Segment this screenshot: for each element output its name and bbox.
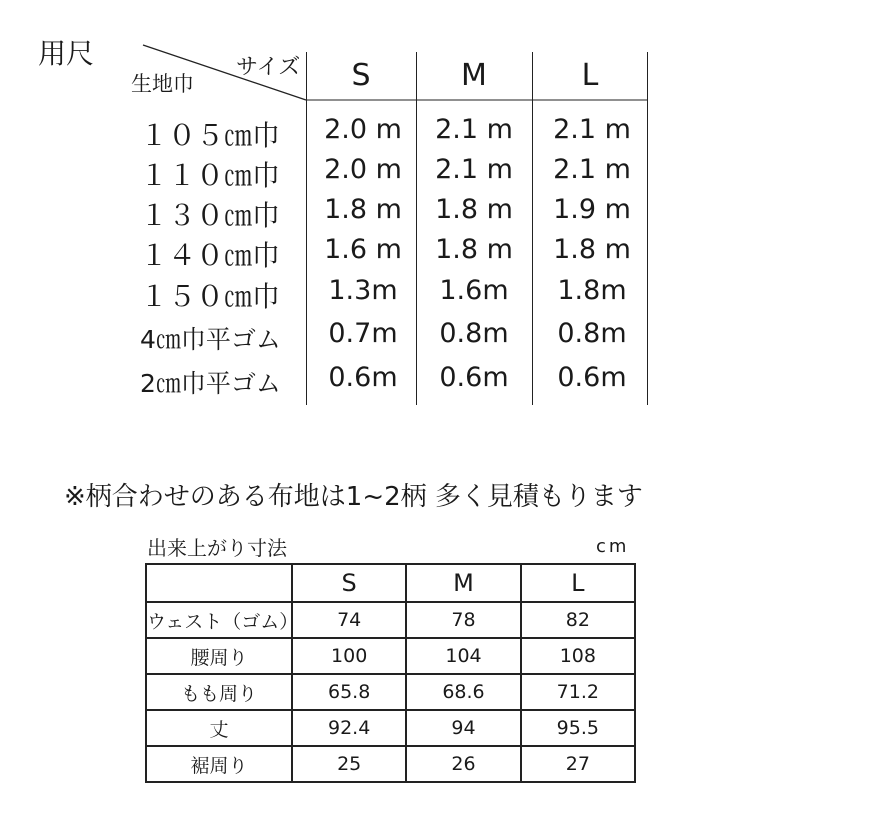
yardage-cell: 1.8 m xyxy=(435,234,513,265)
column-divider xyxy=(306,52,307,405)
column-divider xyxy=(416,52,417,405)
measurement-cell: 27 xyxy=(521,746,635,782)
measurement-cell: 92.4 xyxy=(292,710,406,746)
yardage-cell: 0.7m xyxy=(328,318,398,349)
yardage-cell: 1.8 m xyxy=(553,234,631,265)
finished-measurements-title: 出来上がり寸法 xyxy=(147,536,287,560)
measurement-label: 腰周り xyxy=(146,638,292,674)
yardage-cell: 1.9 m xyxy=(553,194,631,225)
yardage-title: 用尺 xyxy=(38,37,95,70)
yardage-cell: 1.3m xyxy=(328,275,398,306)
yardage-cell: 2.1 m xyxy=(553,114,631,145)
measurement-cell: 82 xyxy=(521,602,635,638)
fabric-width-label: １０５㎝巾 xyxy=(140,119,281,152)
measurement-cell: 94 xyxy=(406,710,520,746)
measurement-cell: 25 xyxy=(292,746,406,782)
unit-label: cm xyxy=(596,536,630,557)
measurement-cell: 68.6 xyxy=(406,674,520,710)
measurement-cell: 78 xyxy=(406,602,520,638)
elastic-width-label: 4㎝巾平ゴム xyxy=(140,325,281,354)
column-divider xyxy=(532,52,533,405)
yardage-cell: 1.8m xyxy=(557,275,627,306)
measurement-label: ウェスト（ゴム） xyxy=(146,602,292,638)
empty-header-cell xyxy=(146,564,292,602)
header-fabric-width-label: 生地巾 xyxy=(131,72,194,96)
measurement-cell: 108 xyxy=(521,638,635,674)
yardage-cell: 1.6 m xyxy=(324,234,402,265)
yardage-cell: 0.6m xyxy=(328,362,398,393)
elastic-width-label: 2㎝巾平ゴム xyxy=(140,369,281,398)
yardage-cell: 2.1 m xyxy=(435,114,513,145)
column-divider xyxy=(647,52,648,405)
size-header-m: M xyxy=(406,564,520,602)
measurement-label: もも周り xyxy=(146,674,292,710)
pattern-matching-note: ※柄合わせのある布地は1~2柄 多く見積もります xyxy=(64,482,643,512)
table-row xyxy=(146,602,635,638)
yardage-cell: 0.8m xyxy=(557,318,627,349)
measurement-cell: 95.5 xyxy=(521,710,635,746)
finished-measurements-table xyxy=(145,563,636,783)
fabric-width-label: １３０㎝巾 xyxy=(140,199,281,232)
measurement-cell: 104 xyxy=(406,638,520,674)
yardage-cell: 0.6m xyxy=(439,362,509,393)
yardage-cell: 2.0 m xyxy=(324,114,402,145)
measurement-cell: 74 xyxy=(292,602,406,638)
yardage-cell: 1.8 m xyxy=(324,194,402,225)
measurement-label: 丈 xyxy=(146,710,292,746)
yardage-cell: 2.1 m xyxy=(435,154,513,185)
size-header-l: L xyxy=(521,564,635,602)
measurement-label: 裾周り xyxy=(146,746,292,782)
yardage-cell: 0.8m xyxy=(439,318,509,349)
table-row xyxy=(146,674,635,710)
fabric-width-label: １４０㎝巾 xyxy=(140,239,281,272)
measurement-cell: 100 xyxy=(292,638,406,674)
table-row xyxy=(146,746,635,782)
size-header-l: L xyxy=(581,58,599,93)
yardage-cell: 2.0 m xyxy=(324,154,402,185)
yardage-cell: 1.8 m xyxy=(435,194,513,225)
fabric-width-label: １１０㎝巾 xyxy=(140,159,281,192)
table-header-row xyxy=(146,564,635,602)
size-header-m: M xyxy=(461,58,487,93)
header-size-label: サイズ xyxy=(236,55,301,80)
yardage-cell: 0.6m xyxy=(557,362,627,393)
measurement-cell: 65.8 xyxy=(292,674,406,710)
table-row xyxy=(146,710,635,746)
yardage-cell: 2.1 m xyxy=(553,154,631,185)
fabric-width-label: １５０㎝巾 xyxy=(140,280,281,313)
size-header-s: S xyxy=(292,564,406,602)
table-row xyxy=(146,638,635,674)
measurement-cell: 26 xyxy=(406,746,520,782)
measurement-cell: 71.2 xyxy=(521,674,635,710)
size-header-s: S xyxy=(351,58,371,93)
yardage-cell: 1.6m xyxy=(439,275,509,306)
